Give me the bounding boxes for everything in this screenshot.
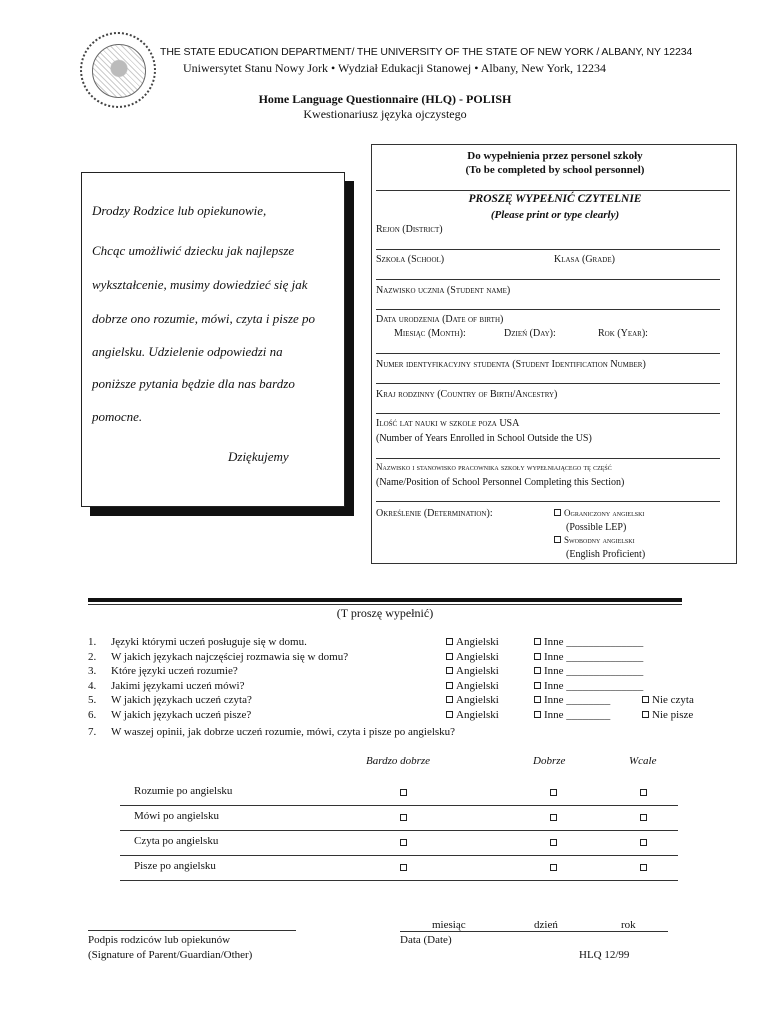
dob-label: Data urodzenia (Date of birth) xyxy=(376,314,504,325)
checkbox[interactable] xyxy=(534,653,541,660)
question-7: 7. W waszej opinii, jak dobrze uczeń rozumie, mówi, czyta i pisze po angielsku? xyxy=(88,726,456,738)
print-clearly-pl: PROSZĘ WYPEŁNIĆ CZYTELNIE xyxy=(468,193,642,205)
district-field[interactable] xyxy=(376,249,720,250)
rating-row-label: Mówi po angielsku xyxy=(134,810,219,822)
school-label: Szkoła (School) xyxy=(376,254,445,265)
print-clearly-en: (Please print or type clearly) xyxy=(490,209,620,221)
years-label-en: (Number of Years Enrolled in School Outside the US) xyxy=(376,433,592,444)
dob-year-label: Rok (Year): xyxy=(598,328,648,339)
letter-line: poniższe pytania będzie dla nas bardzo xyxy=(92,376,295,391)
rating-row-label: Czyta po angielsku xyxy=(134,835,219,847)
lep-option[interactable]: Ograniczony angielski xyxy=(554,508,644,518)
answer-none-option[interactable]: Nie pisze xyxy=(642,709,693,721)
answer-english-option[interactable]: Angielski xyxy=(446,651,499,663)
personnel-label: Nazwisko i stanowisko pracownika szkoły wypełniającego tę część xyxy=(376,462,612,472)
checkbox[interactable] xyxy=(642,711,649,718)
letter-line: wykształcenie, musimy dowiedzieć się jak xyxy=(92,277,308,292)
dob-field[interactable] xyxy=(376,353,720,354)
student-id-label: Numer identyfikacyjny studenta (Student Identification Number) xyxy=(376,359,646,370)
proficient-checkbox[interactable] xyxy=(554,536,561,543)
grade-label: Klasa (Grade) xyxy=(554,254,615,265)
date-day-label: dzień xyxy=(534,919,558,931)
rating-header-not-at-all: Wcale xyxy=(629,755,657,767)
answer-other-option[interactable]: Inne ______________ xyxy=(534,680,643,692)
section-divider xyxy=(88,598,682,602)
years-label: Ilość lat nauki w szkole poza USA xyxy=(376,418,520,429)
personnel-label-en: (Name/Position of School Personnel Completing this Section) xyxy=(376,477,625,488)
personnel-field[interactable] xyxy=(376,501,720,502)
dob-day-label: Dzień (Day): xyxy=(504,328,556,339)
rating-checkbox[interactable] xyxy=(640,789,647,796)
rating-checkbox[interactable] xyxy=(550,839,557,846)
checkbox[interactable] xyxy=(446,711,453,718)
district-label: Rejon (District) xyxy=(376,224,443,235)
rating-checkbox[interactable] xyxy=(640,839,647,846)
letter-line: dobrze ono rozumie, mówi, czyta i pisze po xyxy=(92,311,316,326)
rating-checkbox[interactable] xyxy=(550,814,557,821)
question-text: W jakich językach uczeń pisze? xyxy=(111,708,252,721)
checkbox[interactable] xyxy=(534,682,541,689)
date-label: Data (Date) xyxy=(400,934,452,946)
letter-line: angielsku. Udzielenie odpowiedzi na xyxy=(92,344,283,359)
student-id-field[interactable] xyxy=(376,383,720,384)
answer-english-option[interactable]: Angielski xyxy=(446,694,499,706)
question-text: Języki którymi uczeń posługuje się w domu. xyxy=(111,636,307,648)
rating-checkbox[interactable] xyxy=(550,864,557,871)
proficient-label-en: (English Proficient) xyxy=(566,549,646,560)
rating-row-rule xyxy=(120,880,678,881)
school-grade-field[interactable] xyxy=(376,279,720,280)
checkbox[interactable] xyxy=(534,696,541,703)
rating-row-label: Pisze po angielsku xyxy=(134,860,216,872)
answer-other-option[interactable]: Inne ______________ xyxy=(534,636,643,648)
form-code: HLQ 12/99 xyxy=(579,949,630,961)
rating-row-rule xyxy=(120,830,678,831)
question-text: W jakich językach najczęściej rozmawia się w domu? xyxy=(111,650,349,663)
lep-label-en: (Possible LEP) xyxy=(566,522,627,533)
checkbox[interactable] xyxy=(446,653,453,660)
form-subtitle: Kwestionariusz języka ojczystego xyxy=(303,107,467,121)
checkbox[interactable] xyxy=(446,667,453,674)
rating-row-rule xyxy=(120,805,678,806)
rating-header-very-well: Bardzo dobrze xyxy=(366,755,431,767)
dob-month-label: Miesiąc (Month): xyxy=(394,328,466,339)
checkbox[interactable] xyxy=(534,667,541,674)
form-title: Home Language Questionnaire (HLQ) - POLISH xyxy=(258,92,512,106)
signature-label: Podpis rodziców lub opiekunów xyxy=(88,934,231,946)
signature-line[interactable] xyxy=(88,930,296,931)
letter-line: Chcąc umożliwić dziecku jak najlepsze xyxy=(92,243,295,258)
question-text: Jakimi językami uczeń mówi? xyxy=(111,679,245,692)
header-line-1: THE STATE EDUCATION DEPARTMENT/ THE UNIVERSITY OF THE STATE OF NEW YORK / ALBANY, NY 12234 xyxy=(160,46,693,58)
answer-english-option[interactable]: Angielski xyxy=(446,709,499,721)
checkbox[interactable] xyxy=(534,711,541,718)
box-heading-pl: Do wypełnienia przez personel szkoły xyxy=(467,150,643,162)
date-line[interactable] xyxy=(400,931,668,932)
rating-row-label: Rozumie po angielsku xyxy=(134,785,233,797)
parent-letter xyxy=(81,172,345,507)
question-number: 6. xyxy=(88,708,97,721)
rating-checkbox[interactable] xyxy=(400,789,407,796)
student-name-field[interactable] xyxy=(376,309,720,310)
checkbox[interactable] xyxy=(446,638,453,645)
rating-checkbox[interactable] xyxy=(640,864,647,871)
section-label: (T proszę wypełnić) xyxy=(336,606,434,620)
answer-english-option[interactable]: Angielski xyxy=(446,665,499,677)
lep-checkbox[interactable] xyxy=(554,509,561,516)
answer-english-option[interactable]: Angielski xyxy=(446,636,499,648)
question-number: 3. xyxy=(88,665,97,677)
rating-checkbox[interactable] xyxy=(550,789,557,796)
question-text: W jakich językach uczeń czyta? xyxy=(111,694,252,706)
checkbox[interactable] xyxy=(446,682,453,689)
student-name-label: Nazwisko ucznia (Student name) xyxy=(376,285,511,296)
question-number: 1. xyxy=(88,636,97,648)
country-field[interactable] xyxy=(376,413,720,414)
checkbox[interactable] xyxy=(446,696,453,703)
answer-other-option[interactable]: Inne ________ xyxy=(534,694,610,706)
school-personnel-box xyxy=(371,144,737,564)
question-number: 5. xyxy=(88,694,97,706)
rating-header-well: Dobrze xyxy=(533,755,566,767)
answer-none-option[interactable]: Nie czyta xyxy=(642,694,694,706)
answer-english-option[interactable]: Angielski xyxy=(446,680,499,692)
header-line-2: Uniwersytet Stanu Nowy Jork • Wydział Edukacji Stanowej • Albany, New York, 12234 xyxy=(183,61,606,75)
date-month-label: miesiąc xyxy=(432,919,466,931)
date-year-label: rok xyxy=(621,919,636,931)
question-text: Które języki uczeń rozumie? xyxy=(111,665,238,677)
answer-other-option[interactable]: Inne ______________ xyxy=(534,665,643,677)
letter-greeting: Drodzy Rodzice lub opiekunowie, xyxy=(92,203,267,218)
question-number: 4. xyxy=(88,679,97,692)
signature-label-en: (Signature of Parent/Guardian/Other) xyxy=(88,949,253,961)
question-number: 2. xyxy=(88,650,97,663)
letter-line: pomocne. xyxy=(92,409,143,424)
country-label: Kraj rodzinny (Country of Birth/Ancestry) xyxy=(376,389,558,400)
rating-checkbox[interactable] xyxy=(400,864,407,871)
rating-checkbox[interactable] xyxy=(400,814,407,821)
answer-other-option[interactable]: Inne ________ xyxy=(534,709,610,721)
determination-label: Określenie (Determination): xyxy=(376,508,493,519)
letter-closing: Dziękujemy xyxy=(228,449,289,464)
checkbox[interactable] xyxy=(534,638,541,645)
rating-row-rule xyxy=(120,855,678,856)
rating-checkbox[interactable] xyxy=(640,814,647,821)
checkbox[interactable] xyxy=(642,696,649,703)
years-field[interactable] xyxy=(376,458,720,459)
proficient-option[interactable]: Swobodny angielski xyxy=(554,535,635,545)
box-heading-en: (To be completed by school personnel) xyxy=(465,164,645,176)
answer-other-option[interactable]: Inne ______________ xyxy=(534,651,643,663)
rating-checkbox[interactable] xyxy=(400,839,407,846)
